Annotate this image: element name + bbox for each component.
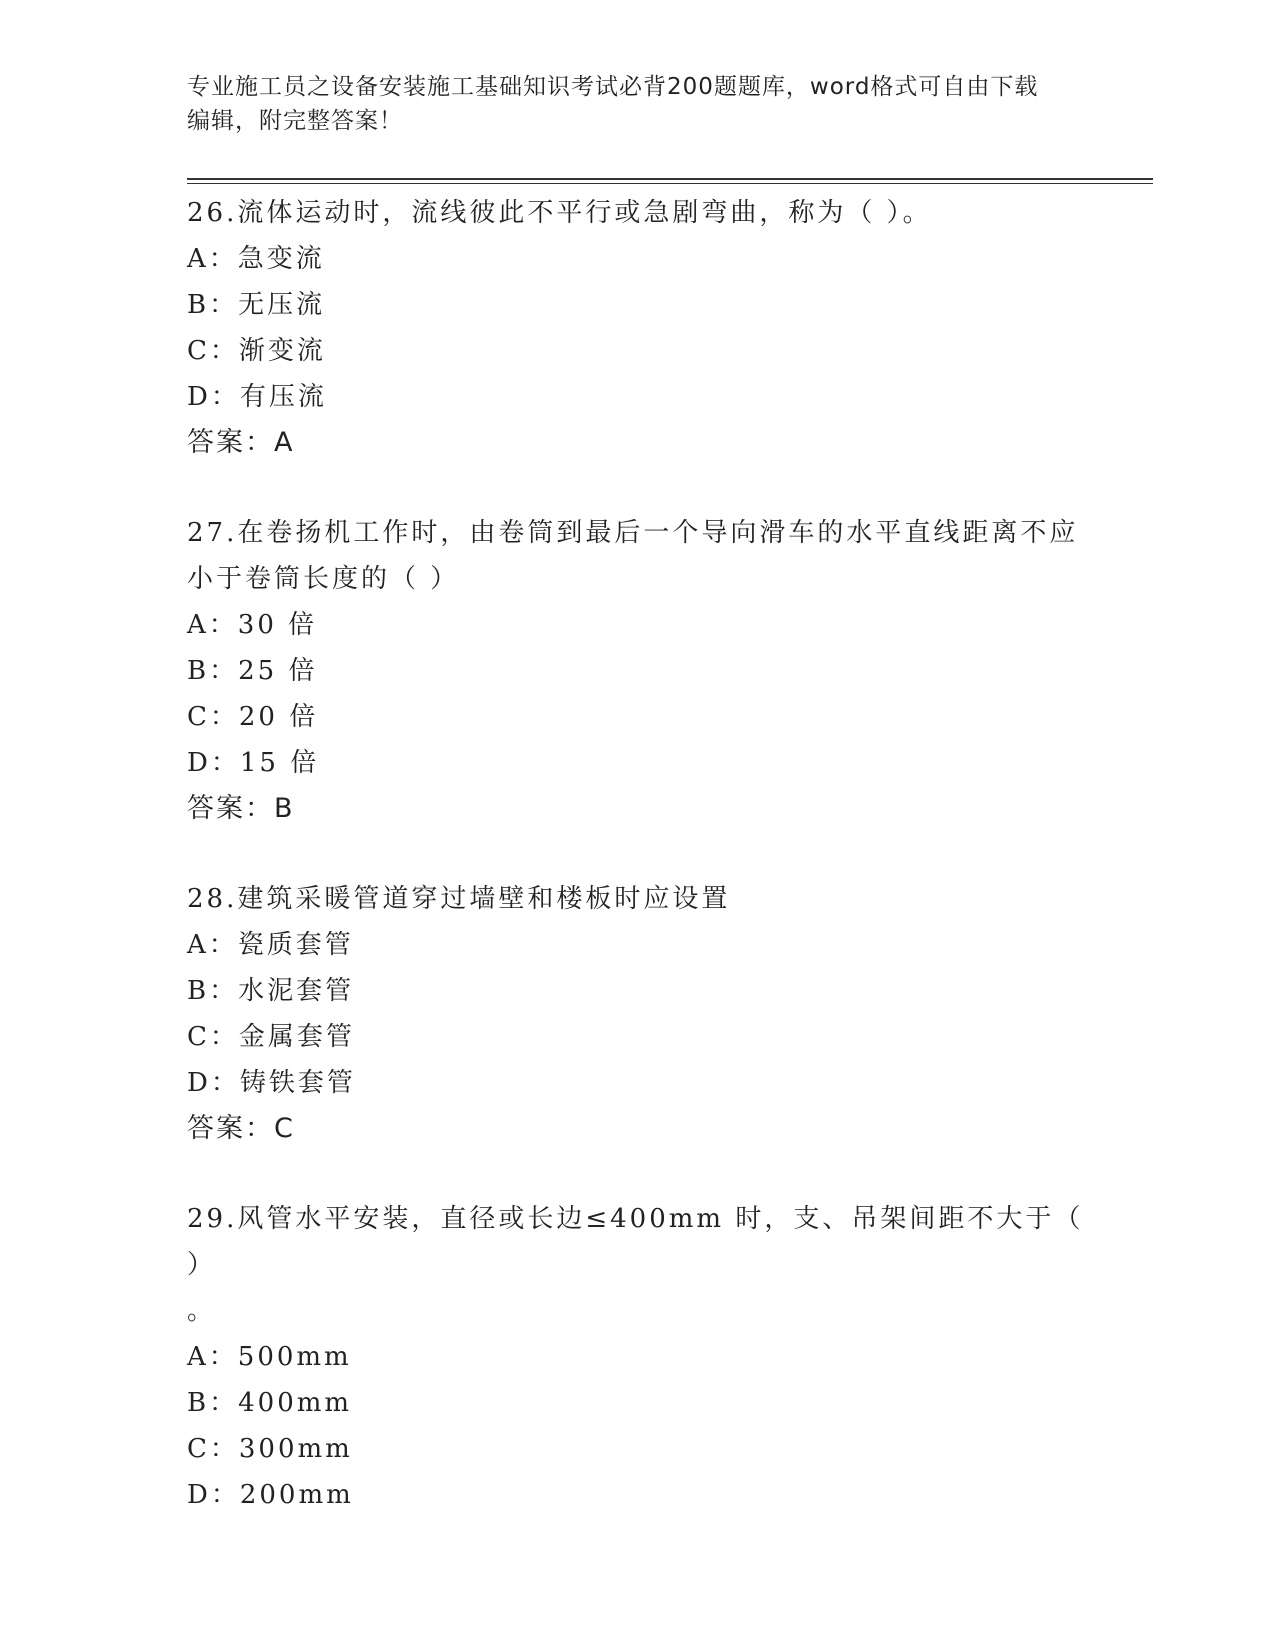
question-block <box>187 510 1087 832</box>
question-text-continued: 小于卷筒长度的（ ） <box>187 564 460 594</box>
answer-line: 答案：A <box>187 427 295 458</box>
question-block <box>187 876 1087 1152</box>
question-text: 27.在卷扬机工作时，由卷筒到最后一个导向滑车的水平直线距离不应 <box>187 518 1079 548</box>
header-line-2: 编辑，附完整答案！ <box>187 108 403 134</box>
question-text: 28.建筑采暖管道穿过墙壁和楼板时应设置 <box>187 884 731 914</box>
option-b: B：水泥套管 <box>187 976 355 1006</box>
question-list <box>187 190 1087 1518</box>
header-divider-thin <box>187 183 1153 184</box>
question-spacer <box>187 466 1087 510</box>
option-d: D：铸铁套管 <box>187 1068 356 1098</box>
option-c: C：300mm <box>187 1434 353 1464</box>
option-d: D：15 倍 <box>187 748 320 778</box>
question-text-continued: 。 <box>187 1296 217 1326</box>
question-block <box>187 1196 1087 1518</box>
option-d: D：200mm <box>187 1480 354 1510</box>
option-c: C：金属套管 <box>187 1022 355 1052</box>
header-divider <box>187 178 1153 180</box>
question-block <box>187 190 1087 466</box>
option-a: A：瓷质套管 <box>187 930 354 960</box>
question-text: 29.风管水平安装，直径或长边≤400mm 时，支、吊架间距不大于（ ） <box>187 1204 1084 1280</box>
option-b: B：25 倍 <box>187 656 318 686</box>
document-header <box>187 70 1067 138</box>
question-text: 26.流体运动时，流线彼此不平行或急剧弯曲，称为（ ）。 <box>187 198 932 228</box>
question-spacer <box>187 832 1087 876</box>
option-a: A：500mm <box>187 1342 352 1372</box>
option-a: A：30 倍 <box>187 610 318 640</box>
option-b: B：400mm <box>187 1388 353 1418</box>
option-c: C：20 倍 <box>187 702 319 732</box>
option-b: B：无压流 <box>187 290 326 320</box>
option-a: A：急变流 <box>187 244 325 274</box>
option-d: D：有压流 <box>187 382 327 412</box>
question-spacer <box>187 1152 1087 1196</box>
answer-line: 答案：C <box>187 1113 295 1144</box>
header-line-1: 专业施工员之设备安装施工基础知识考试必背200题题库，word格式可自由下载 <box>187 74 1039 100</box>
option-c: C：渐变流 <box>187 336 326 366</box>
answer-line: 答案：B <box>187 793 295 824</box>
